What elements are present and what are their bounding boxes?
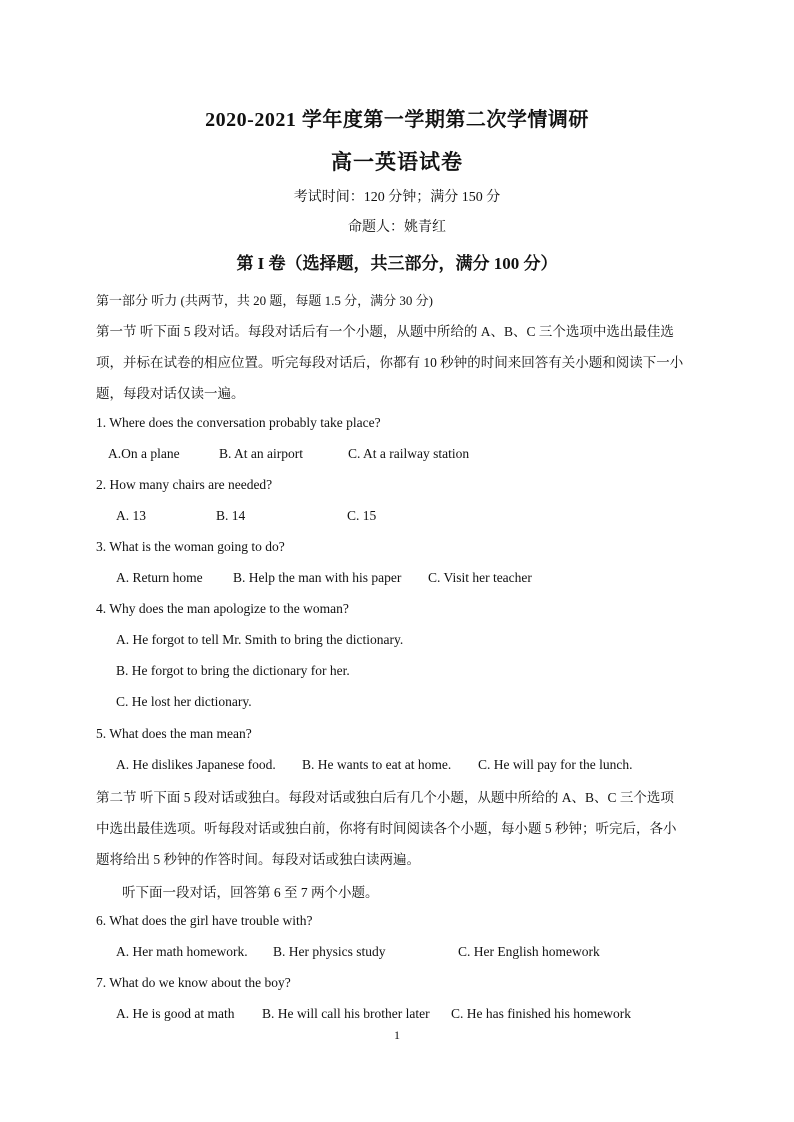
- question-option: A. Return home: [116, 570, 203, 585]
- section1-line: 第一节 听下面 5 段对话。每段对话后有一个小题，从题中所给的 A、B、C 三个选项中选出最佳选: [96, 324, 674, 339]
- section2-line: 题将给出 5 秒钟的作答时间。每段对话或独白读两遍。: [96, 852, 420, 867]
- section2-instructions: [96, 782, 700, 875]
- question-option: B. 14: [216, 508, 246, 523]
- question-option: B. Help the man with his paper: [233, 570, 402, 585]
- question-stem: 1. Where does the conversation probably take place?: [96, 415, 381, 430]
- part1-heading: 第一部分 听力 (共两节，共 20 题，每题 1.5 分，满分 30 分): [96, 293, 433, 308]
- exam-author: 命题人：姚青红: [348, 220, 446, 235]
- exam-subtitle: 高一英语试卷: [331, 150, 463, 174]
- question-option: C. At a railway station: [348, 446, 470, 461]
- question-option: B. Her physics study: [273, 944, 386, 959]
- question-option: A.On a plane: [108, 446, 180, 461]
- question-option: C. He has finished his homework: [451, 1006, 631, 1021]
- question-stem: 3. What is the woman going to do?: [96, 539, 285, 554]
- question-option: A. He forgot to tell Mr. Smith to bring the dictionary.: [116, 632, 404, 647]
- volume-title: 第 I 卷（选择题，共三部分，满分 100 分）: [236, 254, 558, 273]
- question-option: B. He will call his brother later: [262, 1006, 430, 1021]
- question-option: A. Her math homework.: [116, 944, 248, 959]
- question-stem: 2. How many chairs are needed?: [96, 477, 273, 492]
- question-option: C. Her English homework: [458, 944, 600, 959]
- question-option: C. 15: [347, 508, 377, 523]
- question-stem: 6. What does the girl have trouble with?: [96, 913, 313, 928]
- section2-line: 中选出最佳选项。听每段对话或独白前，你将有时间阅读各个小题，每小题 5 秒钟；听完后，各小: [96, 821, 677, 836]
- question-option: B. He wants to eat at home.: [302, 757, 452, 772]
- question-option: B. He forgot to bring the dictionary for her.: [116, 663, 350, 678]
- section2-line: 第二节 听下面 5 段对话或独白。每段对话或独白后有几个小题，从题中所给的 A、B、C 三个选项: [96, 790, 674, 805]
- question-option: C. Visit her teacher: [428, 570, 532, 585]
- section1-line: 项，并标在试卷的相应位置。听完每段对话后，你都有 10 秒钟的时间来回答有关小题和阅读下一小: [96, 355, 684, 370]
- question-option: A. He is good at math: [116, 1006, 235, 1021]
- question-stem: 5. What does the man mean?: [96, 726, 252, 741]
- question-option: C. He lost her dictionary.: [116, 694, 252, 709]
- question-option: B. At an airport: [219, 446, 303, 461]
- exam-info: 考试时间：120 分钟；满分 150 分: [293, 190, 501, 205]
- dialogue-instruction: 听下面一段对话，回答第 6 至 7 两个小题。: [122, 885, 379, 900]
- question-stem: 4. Why does the man apologize to the woman?: [96, 601, 349, 616]
- question-option: A. He dislikes Japanese food.: [116, 757, 276, 772]
- exam-title: 2020-2021 学年度第一学期第二次学情调研: [205, 109, 589, 131]
- section1-instructions: [96, 316, 700, 409]
- question-stem: 7. What do we know about the boy?: [96, 975, 291, 990]
- question-option: C. He will pay for the lunch.: [478, 757, 633, 772]
- section1-line: 题，每段对话仅读一遍。: [96, 386, 245, 401]
- question-option: A. 13: [116, 508, 146, 523]
- page-number: 1: [394, 1028, 400, 1042]
